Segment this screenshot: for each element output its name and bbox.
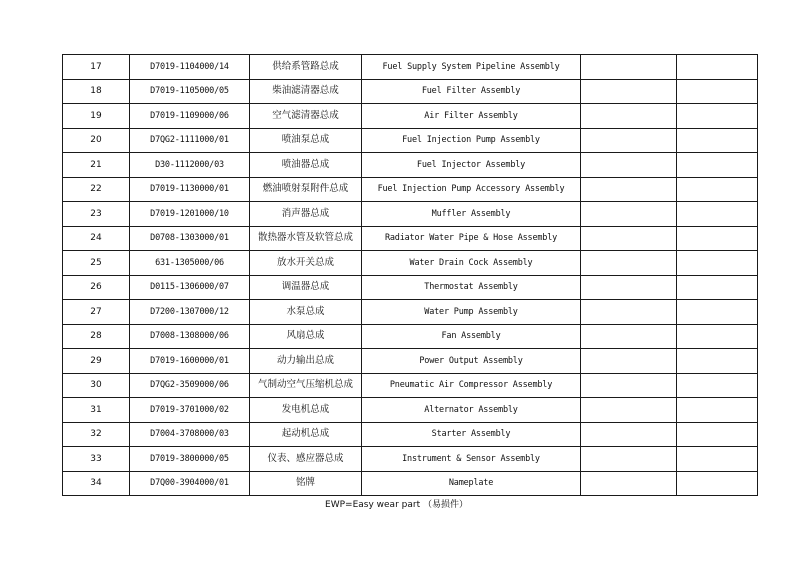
table-row: [63, 349, 758, 374]
item-number-cell: 23: [63, 202, 130, 227]
chinese-name-cell: 消声器总成: [250, 202, 362, 227]
table-row: [63, 324, 758, 349]
part-number-cell: D7QG2-3509000/06: [130, 373, 250, 398]
part-number-cell: D7019-1105000/05: [130, 79, 250, 104]
table-row: [63, 275, 758, 300]
item-number-cell: 27: [63, 300, 130, 325]
chinese-name-cell: 水泵总成: [250, 300, 362, 325]
blank-cell: [677, 373, 758, 398]
chinese-name-cell: 燃油喷射泵附件总成: [250, 177, 362, 202]
chinese-name-cell: 柴油滤清器总成: [250, 79, 362, 104]
item-number-cell: 34: [63, 471, 130, 496]
blank-cell: [677, 275, 758, 300]
english-name-cell: Alternator Assembly: [362, 398, 581, 423]
blank-cell: [677, 226, 758, 251]
part-number-cell: D7200-1307000/12: [130, 300, 250, 325]
part-number-cell: D7019-1201000/10: [130, 202, 250, 227]
chinese-name-cell: 空气滤清器总成: [250, 104, 362, 129]
english-name-cell: Fuel Injection Pump Assembly: [362, 128, 581, 153]
blank-cell: [581, 471, 677, 496]
table-row: [63, 79, 758, 104]
table-row: [63, 471, 758, 496]
english-name-cell: Fuel Injector Assembly: [362, 153, 581, 178]
item-number-cell: 32: [63, 422, 130, 447]
blank-cell: [581, 422, 677, 447]
blank-cell: [581, 55, 677, 80]
table-row: [63, 128, 758, 153]
chinese-name-cell: 发电机总成: [250, 398, 362, 423]
english-name-cell: Power Output Assembly: [362, 349, 581, 374]
table-row: [63, 202, 758, 227]
item-number-cell: 17: [63, 55, 130, 80]
chinese-name-cell: 风扇总成: [250, 324, 362, 349]
blank-cell: [677, 251, 758, 276]
part-number-cell: D7019-3701000/02: [130, 398, 250, 423]
blank-cell: [581, 300, 677, 325]
english-name-cell: Fuel Injection Pump Accessory Assembly: [362, 177, 581, 202]
blank-cell: [677, 79, 758, 104]
blank-cell: [581, 349, 677, 374]
blank-cell: [677, 177, 758, 202]
item-number-cell: 26: [63, 275, 130, 300]
table-row: [63, 226, 758, 251]
part-number-cell: D7004-3708000/03: [130, 422, 250, 447]
blank-cell: [581, 373, 677, 398]
table-row: [63, 104, 758, 129]
chinese-name-cell: 供给系管路总成: [250, 55, 362, 80]
blank-cell: [581, 153, 677, 178]
part-number-cell: D7Q00-3904000/01: [130, 471, 250, 496]
item-number-cell: 21: [63, 153, 130, 178]
part-number-cell: D7019-1130000/01: [130, 177, 250, 202]
table-row: [63, 251, 758, 276]
table-row: [63, 300, 758, 325]
item-number-cell: 19: [63, 104, 130, 129]
chinese-name-cell: 喷油器总成: [250, 153, 362, 178]
item-number-cell: 18: [63, 79, 130, 104]
blank-cell: [677, 349, 758, 374]
chinese-name-cell: 动力输出总成: [250, 349, 362, 374]
table-row: [63, 447, 758, 472]
blank-cell: [581, 324, 677, 349]
parts-table: [62, 54, 758, 496]
chinese-name-cell: 气制动空气压缩机总成: [250, 373, 362, 398]
english-name-cell: Pneumatic Air Compressor Assembly: [362, 373, 581, 398]
blank-cell: [581, 202, 677, 227]
blank-cell: [677, 300, 758, 325]
item-number-cell: 22: [63, 177, 130, 202]
table-row: [63, 153, 758, 178]
table-row: [63, 55, 758, 80]
blank-cell: [677, 202, 758, 227]
blank-cell: [677, 128, 758, 153]
chinese-name-cell: 仪表、感应器总成: [250, 447, 362, 472]
chinese-name-cell: 喷油泵总成: [250, 128, 362, 153]
blank-cell: [581, 251, 677, 276]
item-number-cell: 29: [63, 349, 130, 374]
blank-cell: [677, 447, 758, 472]
part-number-cell: D30-1112000/03: [130, 153, 250, 178]
blank-cell: [677, 104, 758, 129]
english-name-cell: Fuel Supply System Pipeline Assembly: [362, 55, 581, 80]
table-row: [63, 373, 758, 398]
chinese-name-cell: 起动机总成: [250, 422, 362, 447]
item-number-cell: 33: [63, 447, 130, 472]
blank-cell: [581, 447, 677, 472]
blank-cell: [581, 104, 677, 129]
part-number-cell: D0708-1303000/01: [130, 226, 250, 251]
blank-cell: [581, 128, 677, 153]
english-name-cell: Thermostat Assembly: [362, 275, 581, 300]
chinese-name-cell: 铭牌: [250, 471, 362, 496]
blank-cell: [677, 153, 758, 178]
parts-table-body: [63, 55, 758, 496]
item-number-cell: 30: [63, 373, 130, 398]
part-number-cell: D7019-1109000/06: [130, 104, 250, 129]
table-row: [63, 398, 758, 423]
english-name-cell: Water Drain Cock Assembly: [362, 251, 581, 276]
blank-cell: [677, 324, 758, 349]
item-number-cell: 25: [63, 251, 130, 276]
english-name-cell: Instrument & Sensor Assembly: [362, 447, 581, 472]
english-name-cell: Air Filter Assembly: [362, 104, 581, 129]
blank-cell: [581, 398, 677, 423]
blank-cell: [677, 55, 758, 80]
blank-cell: [581, 79, 677, 104]
part-number-cell: D7008-1308000/06: [130, 324, 250, 349]
table-row: [63, 422, 758, 447]
english-name-cell: Nameplate: [362, 471, 581, 496]
blank-cell: [581, 226, 677, 251]
part-number-cell: D7019-1104000/14: [130, 55, 250, 80]
footnote: EWP=Easy wear part （易损件）: [325, 500, 468, 510]
chinese-name-cell: 调温器总成: [250, 275, 362, 300]
english-name-cell: Radiator Water Pipe & Hose Assembly: [362, 226, 581, 251]
item-number-cell: 20: [63, 128, 130, 153]
chinese-name-cell: 散热器水管及软管总成: [250, 226, 362, 251]
item-number-cell: 24: [63, 226, 130, 251]
part-number-cell: D7019-1600000/01: [130, 349, 250, 374]
blank-cell: [581, 275, 677, 300]
chinese-name-cell: 放水开关总成: [250, 251, 362, 276]
english-name-cell: Water Pump Assembly: [362, 300, 581, 325]
english-name-cell: Fan Assembly: [362, 324, 581, 349]
english-name-cell: Muffler Assembly: [362, 202, 581, 227]
part-number-cell: 631-1305000/06: [130, 251, 250, 276]
part-number-cell: D7QG2-1111000/01: [130, 128, 250, 153]
english-name-cell: Starter Assembly: [362, 422, 581, 447]
item-number-cell: 31: [63, 398, 130, 423]
table-row: [63, 177, 758, 202]
blank-cell: [677, 398, 758, 423]
english-name-cell: Fuel Filter Assembly: [362, 79, 581, 104]
part-number-cell: D0115-1306000/07: [130, 275, 250, 300]
blank-cell: [581, 177, 677, 202]
blank-cell: [677, 471, 758, 496]
blank-cell: [677, 422, 758, 447]
part-number-cell: D7019-3800000/05: [130, 447, 250, 472]
item-number-cell: 28: [63, 324, 130, 349]
